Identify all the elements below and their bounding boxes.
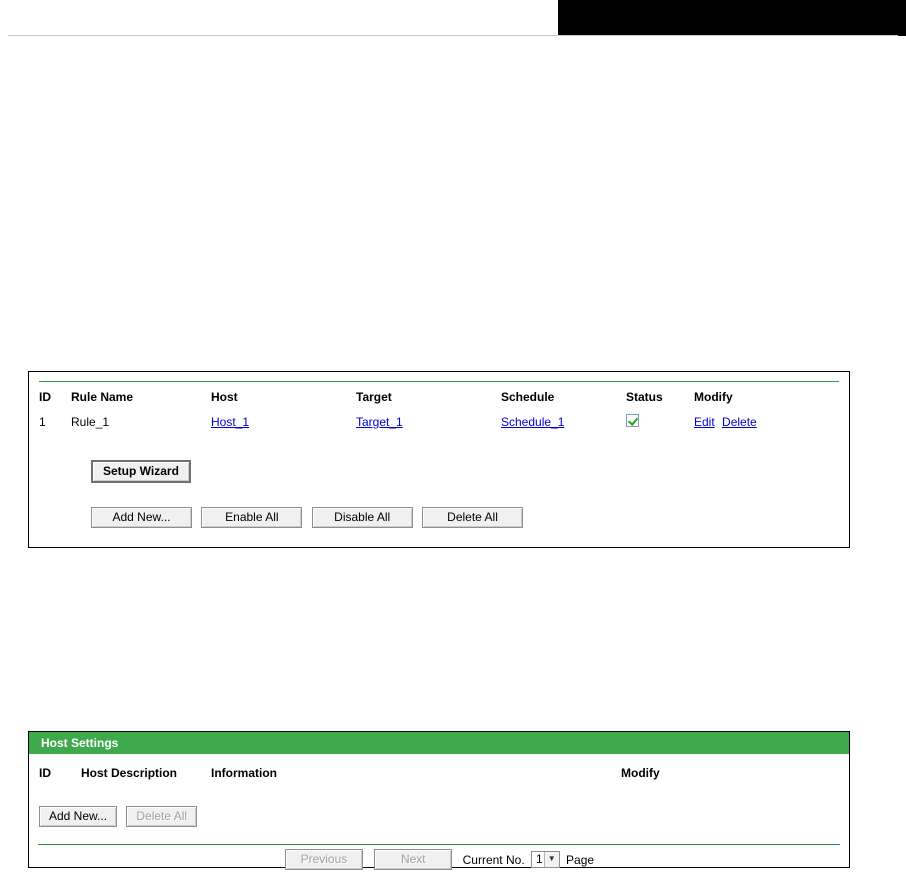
add-new-rule-button[interactable]: Add New...: [91, 507, 192, 528]
rules-action-button-row: [91, 507, 529, 528]
target-link[interactable]: Target_1: [356, 415, 403, 429]
host-header-description: Host Description: [81, 766, 178, 780]
header-schedule: Schedule: [501, 390, 555, 404]
next-page-button[interactable]: Next: [374, 849, 452, 870]
header-divider: [8, 35, 898, 36]
header-modify: Modify: [694, 390, 733, 404]
row-schedule-cell: [501, 412, 626, 434]
row-rule-name: Rule_1: [71, 415, 110, 429]
schedule-link[interactable]: Schedule_1: [501, 415, 565, 429]
host-header-id: ID: [39, 766, 51, 780]
table-header-row: [39, 386, 839, 412]
disable-all-button[interactable]: Disable All: [312, 507, 413, 528]
row-target-cell: [356, 412, 501, 434]
host-settings-panel: [28, 731, 850, 868]
host-settings-title: Host Settings: [29, 732, 849, 754]
access-control-rules-panel: [28, 371, 850, 548]
host-settings-footer: [38, 844, 840, 868]
rules-table: [39, 386, 839, 434]
header-id: ID: [39, 390, 51, 404]
table-row: [39, 412, 839, 434]
host-add-new-button[interactable]: Add New...: [39, 806, 117, 827]
host-action-button-row: [39, 806, 203, 827]
host-link[interactable]: Host_1: [211, 415, 250, 429]
host-header-modify: Modify: [621, 766, 660, 780]
edit-link[interactable]: Edit: [694, 415, 715, 429]
page-label: Page: [566, 852, 595, 867]
chevron-down-icon: ▼: [544, 852, 559, 867]
host-settings-table: [39, 762, 839, 784]
rules-top-divider: [39, 381, 839, 384]
row-id: 1: [39, 415, 46, 429]
delete-all-button[interactable]: Delete All: [422, 507, 523, 528]
page-header-banner: [0, 0, 906, 36]
previous-page-button[interactable]: Previous: [285, 849, 363, 870]
row-modify-cell: [694, 412, 839, 434]
pager: [38, 849, 840, 870]
row-status-cell: [626, 412, 694, 434]
header-status: Status: [626, 390, 663, 404]
status-checkbox[interactable]: [626, 414, 639, 427]
header-rule-name: Rule Name: [71, 390, 134, 404]
header-target: Target: [356, 390, 392, 404]
setup-wizard-button[interactable]: Setup Wizard: [91, 460, 191, 483]
delete-link[interactable]: Delete: [722, 415, 757, 429]
page-number-select[interactable]: [531, 851, 560, 868]
header-black-block: [558, 0, 906, 36]
enable-all-button[interactable]: Enable All: [201, 507, 302, 528]
current-no-label: Current No.: [462, 852, 525, 867]
row-host-cell: [211, 412, 356, 434]
host-table-header-row: [39, 762, 839, 784]
host-header-information: Information: [211, 766, 277, 780]
page-number-value: 1: [536, 852, 543, 867]
header-host: Host: [211, 390, 238, 404]
host-delete-all-button[interactable]: Delete All: [126, 806, 197, 827]
